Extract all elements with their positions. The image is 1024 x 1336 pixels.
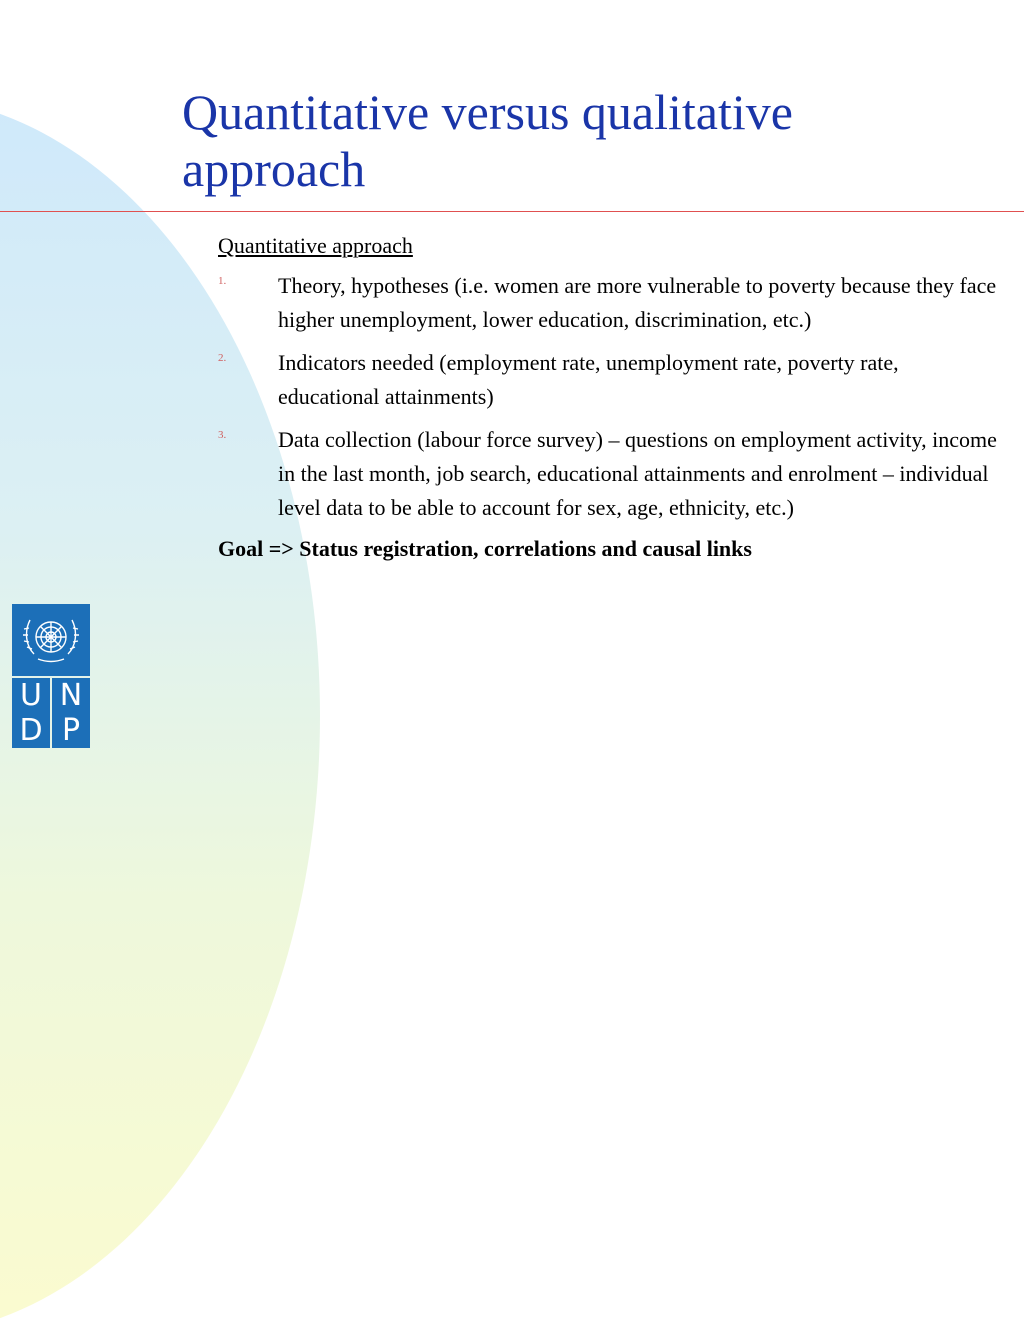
goal-statement: Goal => Status registration, correlations and causal links (218, 536, 752, 561)
list-item-text: Data collection (labour force survey) – questions on employment activity, income in the last month, job search, educational attainments and enrolment – individual level data to be able to account for sex, age, ethnicity, etc.) (278, 427, 997, 520)
logo-letter: D (12, 713, 50, 748)
numbered-list (218, 269, 998, 525)
list-item-number: 2. (218, 352, 227, 364)
logo-letter: P (52, 713, 90, 748)
slide-content (218, 232, 998, 564)
list-item (218, 423, 998, 525)
section-heading: Quantitative approach (218, 233, 413, 258)
undp-logo (12, 604, 90, 748)
list-item (218, 346, 998, 414)
title-line: approach (182, 141, 366, 197)
list-item (218, 269, 998, 337)
list-item-number: 3. (218, 429, 227, 441)
slide-title (182, 84, 1002, 198)
title-line: Quantitative versus qualitative (182, 84, 793, 140)
logo-letter: U (12, 678, 50, 713)
list-item-text: Indicators needed (employment rate, unemployment rate, poverty rate, educational attainments) (278, 350, 899, 409)
list-item-number: 1. (218, 275, 227, 287)
title-divider (0, 211, 1024, 212)
list-item-text: Theory, hypotheses (i.e. women are more vulnerable to poverty because they face higher unemployment, lower education, discrimination, etc.) (278, 273, 997, 332)
un-emblem-icon (12, 604, 90, 676)
logo-letter: N (52, 678, 90, 713)
